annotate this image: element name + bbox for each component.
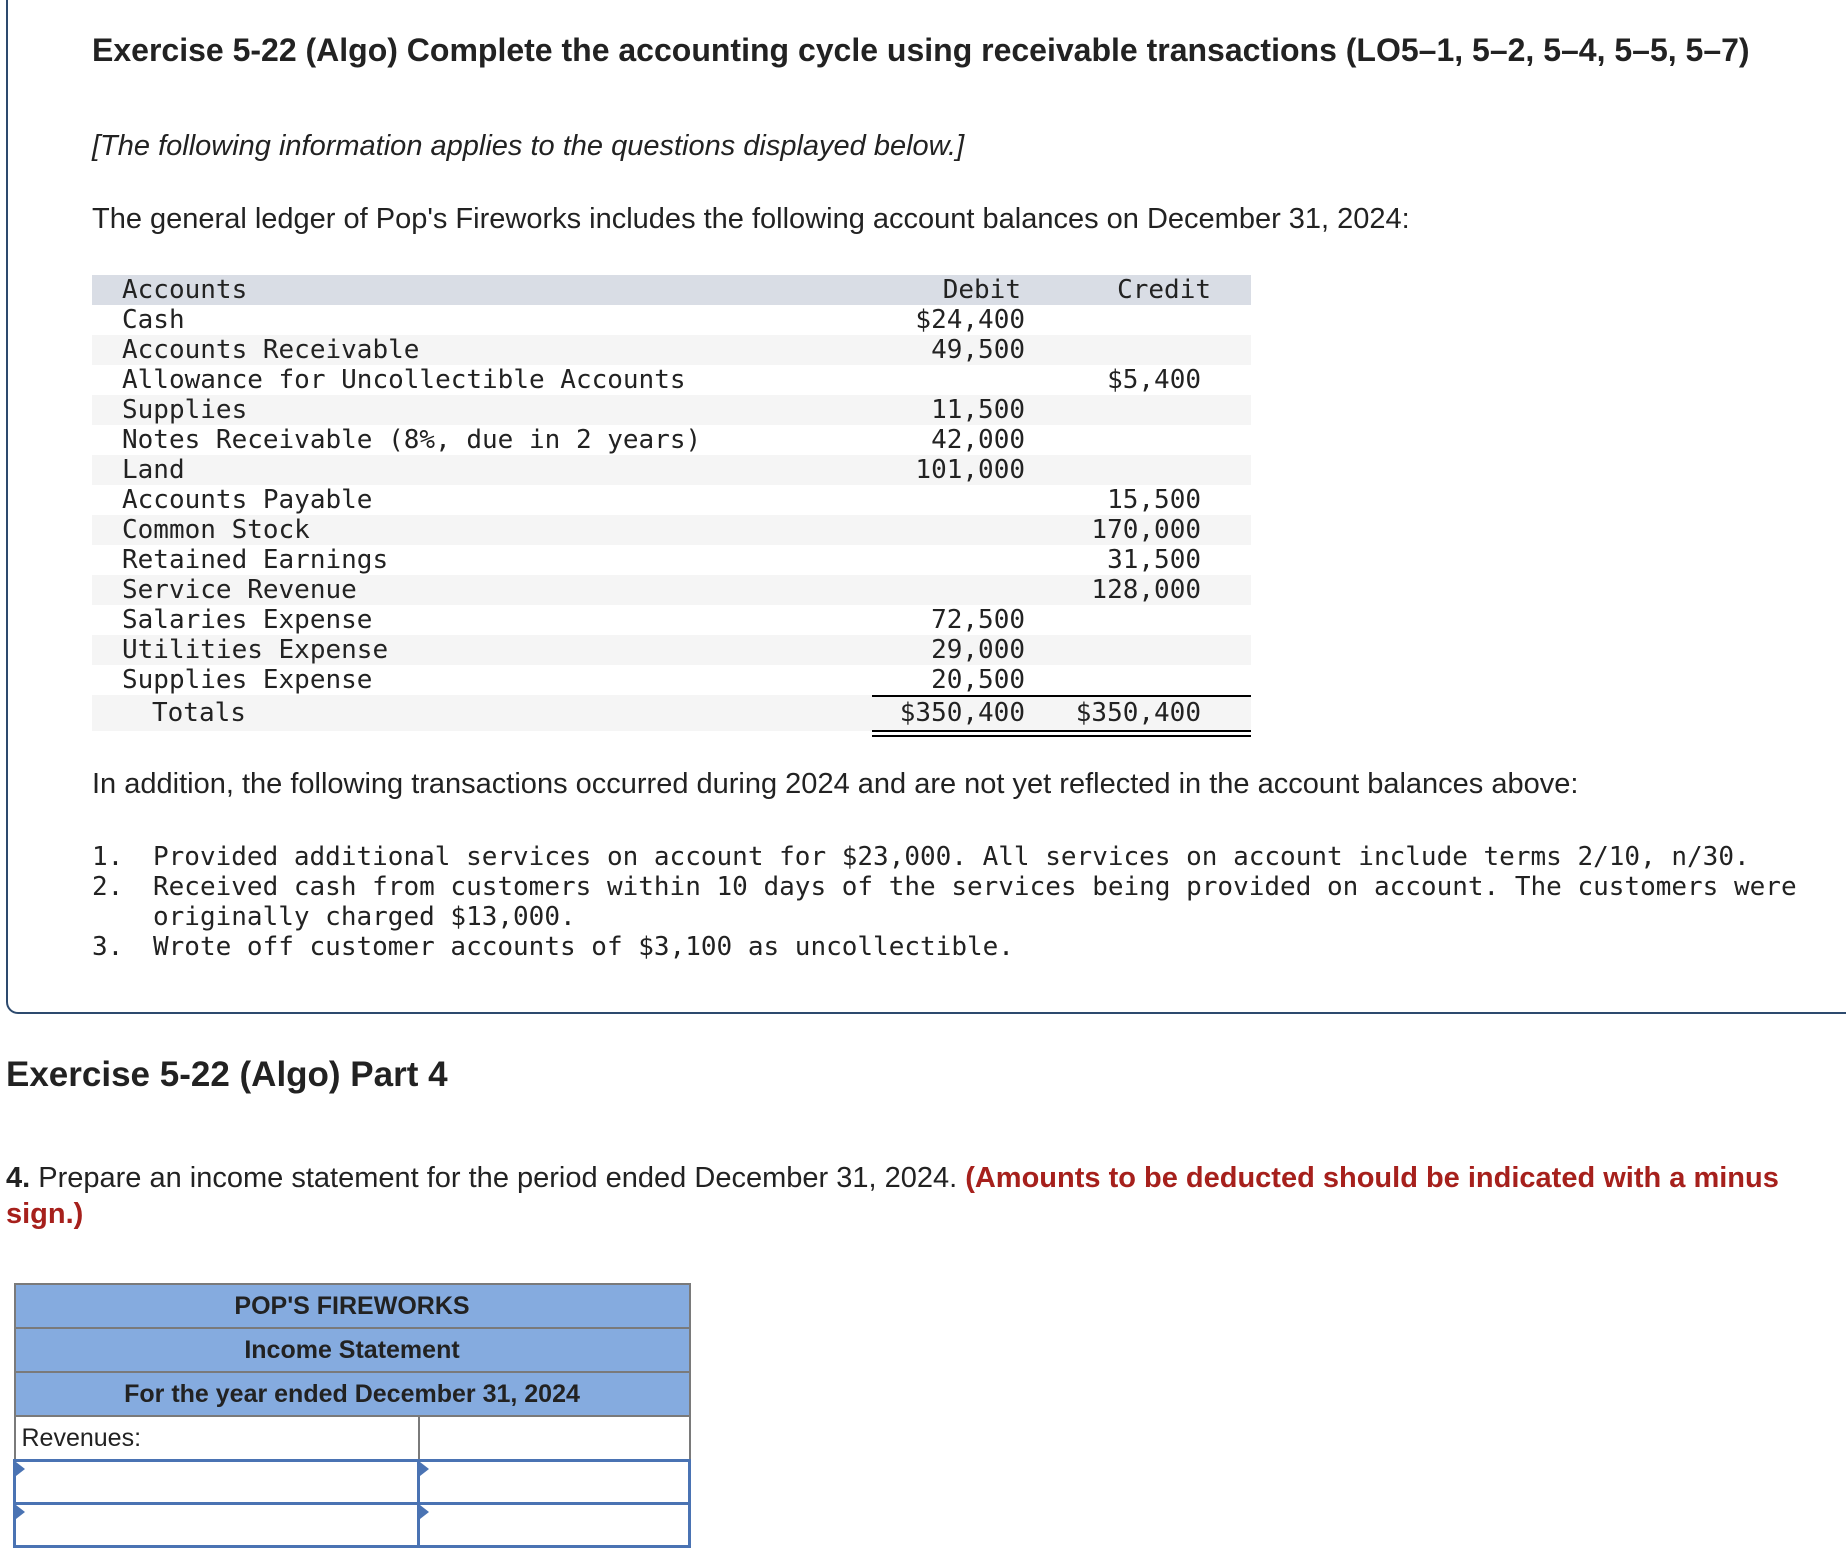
debit-amount: $24,400 bbox=[915, 305, 1025, 335]
statement-title: Income Statement bbox=[15, 1328, 690, 1372]
totals-double-underline bbox=[872, 730, 1251, 737]
credit-amount: 128,000 bbox=[1091, 575, 1201, 605]
account-name: Salaries Expense bbox=[122, 605, 373, 635]
transaction-text: Wrote off customer accounts of $3,100 as uncollectible. bbox=[153, 932, 1014, 962]
ledger-row bbox=[92, 455, 1251, 485]
debit-amount: 49,500 bbox=[931, 335, 1025, 365]
debit-amount: 72,500 bbox=[931, 605, 1025, 635]
dropdown-marker-icon bbox=[420, 1505, 429, 1519]
revenue-account-input[interactable] bbox=[15, 1461, 419, 1504]
account-name: Land bbox=[122, 455, 185, 485]
transaction-number: 1. bbox=[92, 842, 124, 872]
question-instruction: (Amounts to be deducted should be indicated with a minus sign.) bbox=[6, 1162, 1779, 1230]
account-name: Retained Earnings bbox=[122, 545, 389, 575]
transaction-number: 3. bbox=[92, 932, 124, 962]
account-name: Cash bbox=[122, 305, 185, 335]
account-name: Utilities Expense bbox=[122, 635, 389, 665]
statement-period: For the year ended December 31, 2024 bbox=[15, 1372, 690, 1416]
ledger-row bbox=[92, 575, 1251, 605]
ledger-table bbox=[92, 275, 1251, 731]
account-name: Service Revenue bbox=[122, 575, 357, 605]
transaction-item bbox=[92, 842, 1832, 872]
ledger-row bbox=[92, 635, 1251, 665]
account-name: Notes Receivable (8%, due in 2 years) bbox=[122, 425, 702, 455]
intro-text: The general ledger of Pop's Fireworks includes the following account balances on December 31, 2024: bbox=[92, 203, 1410, 235]
dropdown-marker-icon bbox=[16, 1505, 25, 1519]
header-accounts: Accounts bbox=[122, 275, 248, 305]
amount-input[interactable] bbox=[419, 1504, 690, 1547]
account-input[interactable] bbox=[15, 1504, 419, 1547]
totals-underline bbox=[872, 695, 1251, 697]
ledger-header-row bbox=[92, 275, 1251, 305]
exercise-title: Exercise 5-22 (Algo) Complete the accounting cycle using receivable transactions (LO5–1, 5–2, 5–4, 5–5, 5–7) bbox=[92, 32, 1750, 68]
info-note: [The following information applies to the questions displayed below.] bbox=[92, 130, 965, 162]
transaction-number: 2. bbox=[92, 872, 124, 902]
question-body: Prepare an income statement for the period ended December 31, 2024. bbox=[30, 1162, 966, 1194]
income-statement-table bbox=[13, 1283, 691, 1548]
transaction-item bbox=[92, 932, 1832, 962]
account-name: Allowance for Uncollectible Accounts bbox=[122, 365, 686, 395]
transaction-item bbox=[92, 872, 1832, 932]
debit-amount: 42,000 bbox=[931, 425, 1025, 455]
totals-debit: $350,400 bbox=[899, 698, 1025, 728]
ledger-row bbox=[92, 605, 1251, 635]
credit-amount: $5,400 bbox=[1107, 365, 1201, 395]
ledger-row bbox=[92, 545, 1251, 575]
debit-amount: 20,500 bbox=[931, 665, 1025, 695]
header-debit: Debit bbox=[942, 275, 1021, 305]
ledger-row bbox=[92, 395, 1251, 425]
debit-amount: 29,000 bbox=[931, 635, 1025, 665]
question-number: 4. bbox=[6, 1162, 31, 1194]
ledger-row bbox=[92, 515, 1251, 545]
revenue-amount-input[interactable] bbox=[419, 1461, 690, 1504]
transactions-intro: In addition, the following transactions occurred during 2024 and are not yet reflected in the account balances above: bbox=[92, 768, 1579, 800]
credit-amount: 170,000 bbox=[1091, 515, 1201, 545]
account-name: Supplies Expense bbox=[122, 665, 373, 695]
totals-label: Totals bbox=[152, 698, 246, 728]
account-name: Accounts Payable bbox=[122, 485, 373, 515]
ledger-row bbox=[92, 425, 1251, 455]
credit-amount: 31,500 bbox=[1107, 545, 1201, 575]
ledger-row bbox=[92, 665, 1251, 695]
header-credit: Credit bbox=[1117, 275, 1211, 305]
transaction-text: Provided additional services on account for $23,000. All services on account include terms 2/10, n/30. bbox=[153, 842, 1750, 872]
question-text bbox=[6, 1160, 1826, 1232]
ledger-row bbox=[92, 485, 1251, 515]
ledger-row bbox=[92, 365, 1251, 395]
ledger-row bbox=[92, 305, 1251, 335]
account-name: Common Stock bbox=[122, 515, 310, 545]
account-name: Supplies bbox=[122, 395, 248, 425]
credit-amount: 15,500 bbox=[1107, 485, 1201, 515]
account-name: Accounts Receivable bbox=[122, 335, 420, 365]
debit-amount: 11,500 bbox=[931, 395, 1025, 425]
dropdown-marker-icon bbox=[420, 1462, 429, 1476]
part-title: Exercise 5-22 (Algo) Part 4 bbox=[6, 1055, 448, 1094]
ledger-row bbox=[92, 335, 1251, 365]
ledger-totals-row bbox=[92, 695, 1251, 731]
dropdown-marker-icon bbox=[16, 1462, 25, 1476]
totals-credit: $350,400 bbox=[1075, 698, 1201, 728]
transaction-text: Received cash from customers within 10 days of the services being provided on account. The customers were originally charged $13,000. bbox=[153, 872, 1797, 932]
company-name: POP'S FIREWORKS bbox=[15, 1284, 690, 1328]
debit-amount: 101,000 bbox=[915, 455, 1025, 485]
revenues-amount-cell bbox=[419, 1416, 690, 1461]
revenues-label: Revenues: bbox=[15, 1416, 419, 1461]
transactions-list bbox=[92, 842, 1832, 962]
